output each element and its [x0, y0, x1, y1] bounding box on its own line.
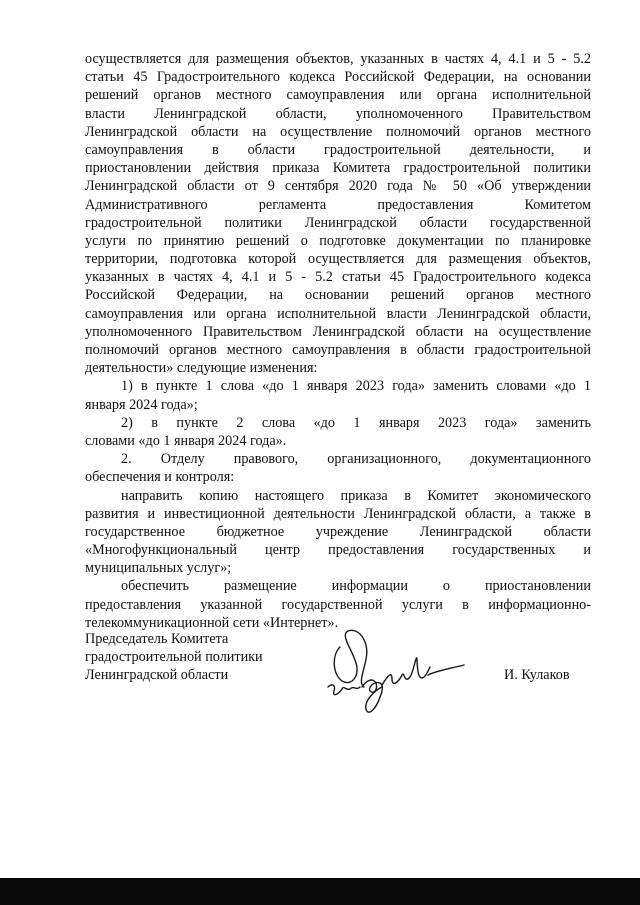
signatory-title: [85, 630, 263, 685]
body-line: указанных в частях 4, 4.1 и 5 - 5.2 статьи 45 Градостроительного кодекса: [85, 269, 591, 286]
signer-name: И. Кулаков: [504, 667, 570, 683]
body-line: осуществляется для размещения объектов, указанных в частях 4, 4.1 и 5 - 5.2: [85, 51, 591, 67]
section-2-heading: 2. Отделу правового, организационного, документационного: [121, 451, 591, 468]
body-line: «Многофункциональный центр предоставления государственных и: [85, 542, 591, 559]
list-item-1: 1) в пункте 1 слова «до 1 января 2023 года» заменить словами «до 1: [121, 378, 591, 395]
body-line: услуги по принятию решений о подготовке документации по планировке: [85, 232, 591, 249]
body-line: Российской Федерации, на основании решений органов местного: [85, 287, 591, 304]
body-line: статьи 45 Градостроительного кодекса Российской Федерации, на основании: [85, 69, 591, 86]
instruction-send-copy: направить копию настоящего приказа в Комитет экономического: [121, 487, 591, 504]
body-line: градостроительной политики Ленинградской области государственной: [85, 214, 591, 231]
body-line: развития и инвестиционной деятельности Ленинградской области, а также в: [85, 505, 591, 522]
body-line: телекоммуникационной сети «Интернет».: [85, 614, 339, 631]
handwritten-signature: [318, 625, 468, 720]
body-line: предоставления указанной государственной услуги в информационно-: [85, 596, 591, 613]
body-line: решений органов местного самоуправления или органа исполнительной: [85, 87, 591, 104]
body-line: деятельности» следующие изменения:: [85, 360, 318, 377]
body-line: уполномоченного Правительством Ленинградской области на осуществление: [85, 323, 591, 340]
scan-bottom-edge: [0, 878, 640, 905]
document-body: [85, 50, 591, 632]
list-item-2: 2) в пункте 2 слова «до 1 января 2023 года» заменить: [121, 414, 591, 431]
body-line: словами «до 1 января 2024 года».: [85, 432, 287, 449]
instruction-publish: обеспечить размещение информации о приостановлении: [121, 578, 591, 595]
body-line: января 2024 года»;: [85, 396, 198, 413]
body-line: Ленинградской области на осуществление полномочий органов местного: [85, 123, 591, 140]
signatory-title-line: градостроительной политики: [85, 649, 263, 666]
body-line: власти Ленинградской области, уполномоченного Правительством: [85, 105, 591, 122]
body-line: самоуправления в области градостроительной деятельности, и: [85, 141, 591, 158]
body-line: обеспечения и контроля:: [85, 469, 235, 486]
body-line: муниципальных услуг»;: [85, 560, 232, 577]
body-line: полномочий органов местного самоуправления в области градостроительной: [85, 342, 591, 358]
body-line: Ленинградской области от 9 сентября 2020 года № 50 «Об утверждении: [85, 178, 591, 195]
body-line: Административного регламента предоставления Комитетом: [85, 196, 591, 213]
signatory-title-line: Председатель Комитета: [85, 631, 229, 647]
body-line: государственное бюджетное учреждение Ленинградской области: [85, 523, 591, 540]
body-line: самоуправления или органа исполнительной власти Ленинградской области,: [85, 305, 591, 322]
body-line: территории, подготовка которой осуществляется для размещения объектов,: [85, 251, 591, 268]
body-line: приостановлении действия приказа Комитета градостроительной политики: [85, 160, 591, 177]
signatory-title-line: Ленинградской области: [85, 667, 229, 684]
